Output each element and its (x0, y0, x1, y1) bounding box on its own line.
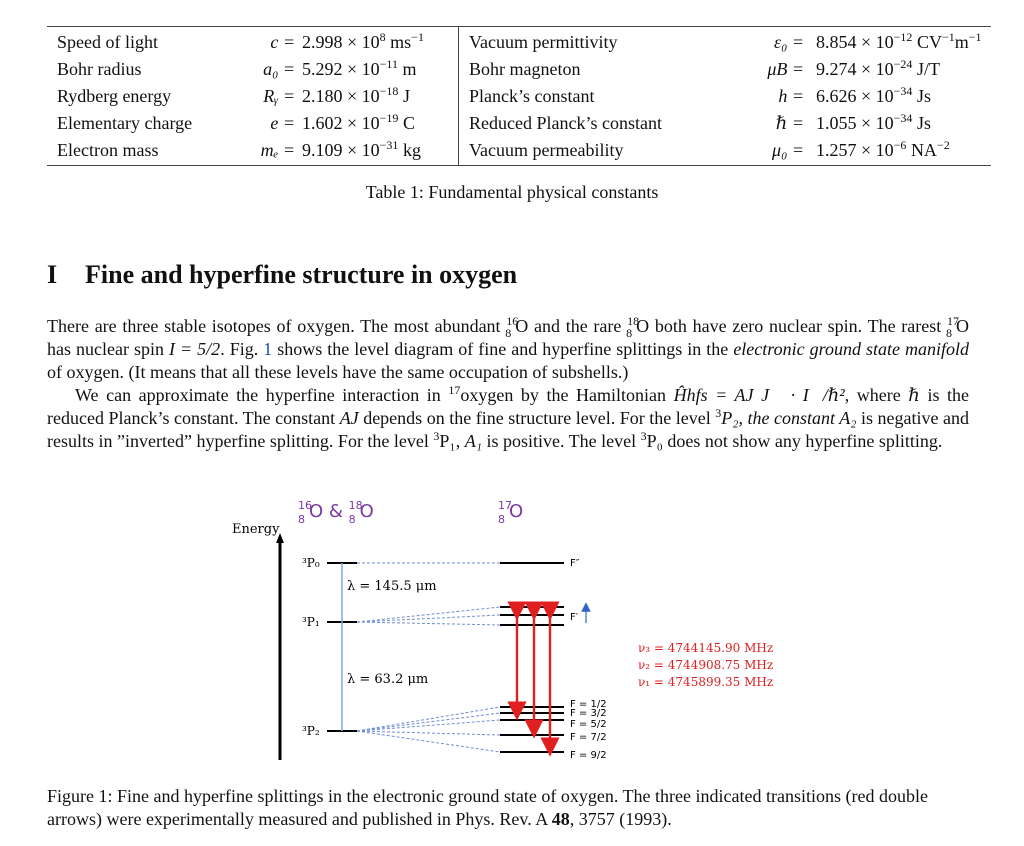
constant-name: Bohr radius (57, 59, 142, 79)
constant-value: $6.626 \times 10^{-34}$ Js (816, 84, 931, 106)
paragraph-hamiltonian: We can approximate the hyperfine interaction in $^{17}$oxygen by the Hamiltonian Ĥhfs = AJ J⃗ · I⃗/ℏ², where ℏ is the reduced Planck’s constant. The constant AJ depends on the fine structure level. For the level $^3$P₂, the constant A₂ is negative and results in ”inverted” hyperfine splitting. For the level $^3$P₁, A₁ is positive. The level $^3$P₀ does not show any hyperfine splitting. (47, 383, 970, 451)
level-label-3P0: ³P₀ (302, 556, 320, 570)
table-caption: Table 1: Fundamental physical constants (365, 182, 659, 202)
frequency-label-nu1: ν₁ = 4745899.35 MHz (638, 675, 774, 689)
hyperfine-levels (500, 563, 564, 752)
constant-value: $1.602 \times 10^{-19}$ C (302, 111, 415, 133)
constant-value: $9.274 \times 10^{-24}$ J/T (816, 57, 940, 79)
constants-right-column (458, 27, 992, 165)
constants-table (47, 26, 991, 166)
constant-value: $8.854 \times 10^{-12}$ $CV^{-1}m^{-1}$ (816, 30, 982, 52)
lambda-label-2: λ = 63.2 μm (347, 672, 429, 687)
constant-name: Vacuum permeability (469, 140, 624, 160)
isotope-label-16-18: $^{16}$ 8 O & $^{18}$ 8 O (298, 499, 374, 526)
f-label: F = 1/2 (570, 699, 607, 710)
constants-left-column (47, 27, 457, 165)
lambda-label-1: λ = 145.5 μm (347, 579, 437, 594)
f-label: F = 7/2 (570, 732, 607, 743)
paragraph-isotopes: There are three stable isotopes of oxygen. The most abundant $^{16}_8$ O and the rare $^{18}_8$ O both have zero nuclear spin. The rarest $^{17}_8$ O has nuclear spin I = 5/2. Fig. 1 shows the level diagram of fine and hyperfine splittings in the electronic ground state manifold of oxygen. (It means that all these levels have the same occupation of subshells.) (47, 314, 969, 382)
isotope-label-17: $^{17}$ 8 O (498, 499, 524, 526)
section-title: Fine and hyperfine structure in oxygen (85, 260, 518, 289)
constant-name: Speed of light (57, 32, 158, 52)
constant-symbol: ℏ = (775, 113, 804, 133)
frequency-label-nu3: ν₃ = 4744145.90 MHz (638, 641, 774, 655)
constant-name: Elementary charge (57, 113, 193, 133)
constant-value: $5.292 \times 10^{-11}$ m (302, 57, 417, 79)
frequency-label-nu2: ν₂ = 4744908.75 MHz (638, 658, 774, 672)
transition-arrows (517, 611, 550, 747)
constant-symbol: c = (270, 32, 295, 52)
section-number: I (47, 260, 58, 289)
figure-caption: Figure 1: Fine and hyperfine splittings in the electronic ground state of oxygen. The three indicated transitions (red double arrows) were experimentally measured and published in Phys. Rev. A 48, 3757 (1993). (47, 786, 928, 829)
constant-symbol: a₀ = (263, 59, 295, 79)
constant-name: Planck’s constant (469, 86, 595, 106)
level-label-3P2: ³P₂ (302, 724, 320, 738)
constant-name: Bohr magneton (469, 59, 581, 79)
constant-name: Reduced Planck’s constant (469, 113, 662, 133)
constant-name: Electron mass (57, 140, 159, 160)
f-label: F = 9/2 (570, 750, 607, 761)
figure-reference-link[interactable]: 1 (263, 339, 273, 359)
energy-axis-label: Energy (232, 522, 280, 537)
level-diagram-figure (230, 495, 790, 770)
constant-value: $2.998 \times 10^8$ $ms^{-1}$ (302, 30, 424, 52)
section-heading (47, 260, 517, 290)
level-diagram-svg (230, 495, 790, 770)
constant-name: Vacuum permittivity (469, 32, 618, 52)
constant-name: Rydberg energy (57, 86, 172, 106)
constant-symbol: μ₀ = (772, 140, 804, 160)
constant-symbol: mₑ = (260, 140, 295, 160)
constant-value: $9.109 \times 10^{-31}$ kg (302, 138, 421, 160)
constant-symbol: ε₀ = (774, 32, 804, 52)
f-label: F = 5/2 (570, 719, 607, 730)
constant-symbol: Rᵧ = (263, 86, 295, 106)
constant-value: $1.257 \times 10^{-6}$ $NA^{-2}$ (816, 138, 950, 160)
constant-value: $2.180 \times 10^{-18}$ J (302, 84, 410, 106)
constant-value: $1.055 \times 10^{-34}$ Js (816, 111, 931, 133)
constant-symbol: h = (778, 86, 804, 106)
level-label-3P1: ³P₁ (302, 615, 320, 629)
constant-symbol: e = (270, 113, 295, 133)
constant-symbol: μB = (767, 59, 804, 79)
f-label: F″ (570, 558, 580, 569)
f-label: F′ (570, 612, 579, 623)
f-label: F = 3/2 (570, 708, 607, 719)
